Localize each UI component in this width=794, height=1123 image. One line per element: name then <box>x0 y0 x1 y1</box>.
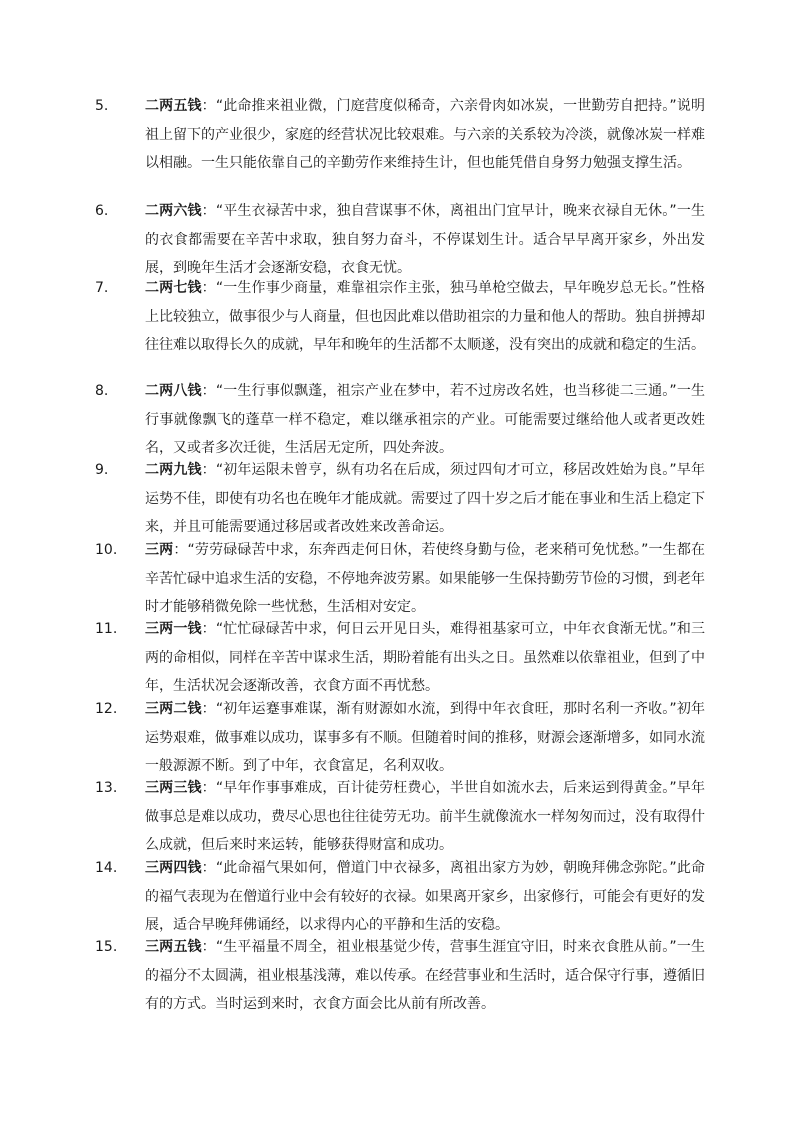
item-number: 15. <box>95 939 118 955</box>
item-title: 三两二钱 <box>145 701 202 717</box>
item-number: 14. <box>95 860 118 876</box>
item-title: 三两 <box>145 542 174 558</box>
item-poem: ：“一生行事似飘蓬，祖宗产业在梦中，若不过房改名姓，也当移徙二三通。” <box>201 383 677 399</box>
item-number: 6. <box>95 203 109 219</box>
item-explanation: 一生行事就像飘飞的蓬草一样不稳定，难以继承祖宗的产业。可能需要过继给他人或者更改姓名，又或者多次迁徙，生活居无定所，四处奔波。 <box>145 383 705 456</box>
item-text <box>145 456 705 542</box>
item-text <box>145 854 705 940</box>
item-explanation: 一生的福分不太圆满，祖业根基浅薄，难以传承。在经营事业和生活时，适合保守行事，遵循旧有的方式。当时运到来时，衣食方面会比从前有所改善。 <box>145 939 705 1012</box>
item-explanation: 一生的衣食都需要在辛苦中求取，独自努力奋斗，不停谋划生计。适合早早离开家乡，外出发展，到晚年生活才会逐渐安稳，衣食无忧。 <box>145 203 705 276</box>
item-poem: ：“劳劳碌碌苦中求，东奔西走何日休，若使终身勤与俭，老来稍可免忧愁。” <box>173 542 649 558</box>
item-title: 二两九钱 <box>145 462 202 478</box>
item-explanation: 此命的福气表现为在僧道行业中会有较好的衣禄。如果离开家乡，出家修行，可能会有更好的发展，适合早晚拜佛诵经，以求得内心的平静和生活的安稳。 <box>145 860 705 933</box>
item-title: 三两一钱 <box>145 621 202 637</box>
item-explanation: 初年运势艰难，做事难以成功，谋事多有不顺。但随着时间的推移，财源会逐渐增多，如同水流一般源源不断。到了中年，衣食富足，名利双收。 <box>145 701 705 774</box>
item-explanation: 早年做事总是难以成功，费尽心思也往往徒劳无功。前半生就像流水一样匆匆而过，没有取得什么成就，但后来时来运转，能够获得财富和成功。 <box>145 780 705 853</box>
item-poem: ：“此命福气果如何，僧道门中衣禄多，离祖出家方为妙，朝晚拜佛念弥陀。” <box>201 860 677 876</box>
item-text <box>145 377 705 463</box>
item-text <box>145 197 705 283</box>
item-poem: ：“初年运蹇事难谋，渐有财源如水流，到得中年衣食旺，那时名利一齐收。” <box>201 701 677 717</box>
item-text <box>145 92 705 178</box>
item-text <box>145 274 705 360</box>
item-text <box>145 615 705 701</box>
item-title: 二两五钱 <box>145 98 202 114</box>
item-title: 三两五钱 <box>145 939 202 955</box>
item-number: 8. <box>95 383 109 399</box>
item-title: 三两四钱 <box>145 860 202 876</box>
item-poem: ：“初年运限未曾亨，纵有功名在后成，须过四旬才可立，移居改姓始为良。” <box>201 462 677 478</box>
item-number: 7. <box>95 280 109 296</box>
item-number: 10. <box>95 542 118 558</box>
item-title: 二两八钱 <box>145 383 202 399</box>
item-text <box>145 695 705 781</box>
item-text <box>145 536 705 622</box>
item-poem: ：“一生作事少商量，难靠祖宗作主张，独马单枪空做去，早年晚岁总无长。” <box>201 280 677 296</box>
item-poem: ：“早年作事事难成，百计徒劳枉费心，半世自如流水去，后来运到得黄金。” <box>201 780 677 796</box>
item-explanation: 早年运势不佳，即使有功名也在晚年才能成就。需要过了四十岁之后才能在事业和生活上稳定下来，并且可能需要通过移居或者改姓来改善命运。 <box>145 462 705 535</box>
item-number: 12. <box>95 701 118 717</box>
item-poem: ：“忙忙碌碌苦中求，何日云开见日头，难得祖基家可立，中年衣食渐无忧。” <box>201 621 677 637</box>
item-text <box>145 774 705 860</box>
item-explanation: 和三两的命相似，同样在辛苦中谋求生活，期盼着能有出头之日。虽然难以依靠祖业，但到了中年，生活状况会逐渐改善，衣食方面不再忧愁。 <box>145 621 705 694</box>
item-text <box>145 933 705 1019</box>
item-number: 13. <box>95 780 118 796</box>
item-poem: ：“此命推来祖业微，门庭营度似稀奇，六亲骨肉如冰炭，一世勤劳自把持。” <box>201 98 677 114</box>
item-poem: ：“平生衣禄苦中求，独自营谋事不休，离祖出门宜早计，晚来衣禄自无休。” <box>201 203 677 219</box>
item-number: 9. <box>95 462 109 478</box>
item-title: 二两六钱 <box>145 203 202 219</box>
item-title: 三两三钱 <box>145 780 202 796</box>
item-explanation: 说明祖上留下的产业很少，家庭的经营状况比较艰难。与六亲的关系较为冷淡，就像冰炭一样难以相融。一生只能依靠自己的辛勤劳作来维持生计，但也能凭借自身努力勉强支撑生活。 <box>145 98 705 171</box>
item-number: 5. <box>95 98 109 114</box>
item-explanation: 一生都在辛苦忙碌中追求生活的安稳，不停地奔波劳累。如果能够一生保持勤劳节俭的习惯，到老年时才能够稍微免除一些忧愁，生活相对安定。 <box>145 542 705 615</box>
item-number: 11. <box>95 621 118 637</box>
item-title: 二两七钱 <box>145 280 202 296</box>
item-poem: ：“生平福量不周全，祖业根基觉少传，营事生涯宜守旧，时来衣食胜从前。” <box>201 939 677 955</box>
item-explanation: 性格上比较独立，做事很少与人商量，但也因此难以借助祖宗的力量和他人的帮助。独自拼搏却往往难以取得长久的成就，早年和晚年的生活都不太顺遂，没有突出的成就和稳定的生活。 <box>145 280 705 353</box>
